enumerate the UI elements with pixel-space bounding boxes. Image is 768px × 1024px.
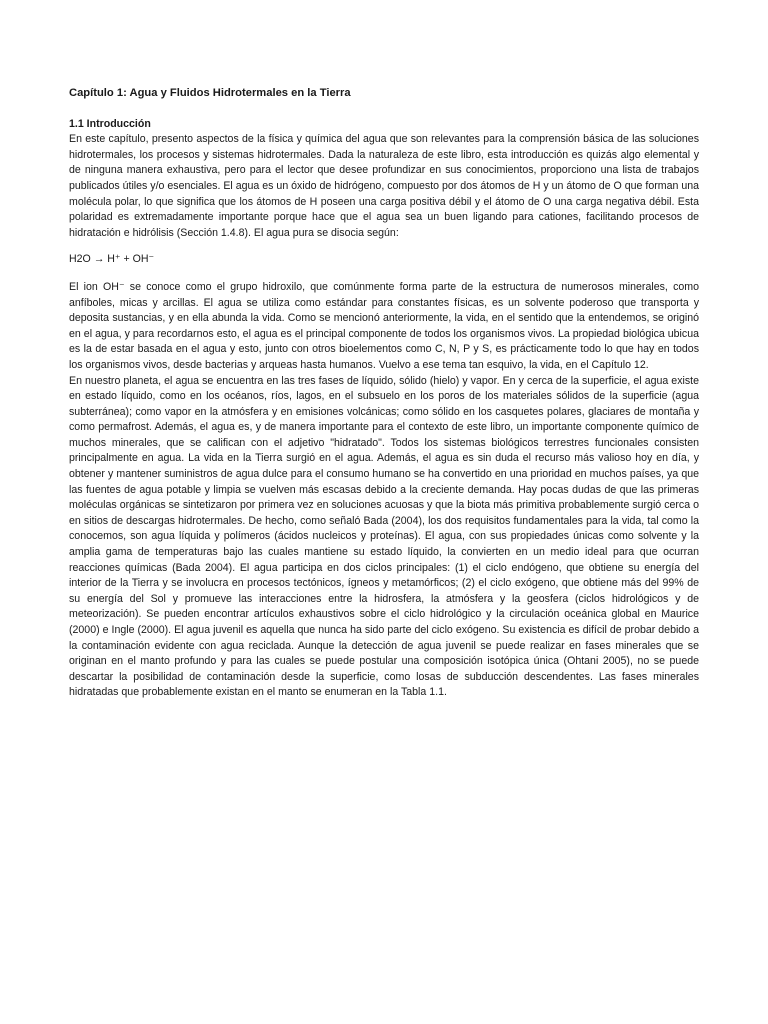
intro-paragraph: En este capítulo, presento aspectos de la física y química del agua que son relevantes para la comprensión básica de las soluciones hidrotermales, los procesos y sistemas hidrotermales. Dada la naturaleza de este libro, esta introducción es quizás algo elemental y de ninguna manera exhaustiva, pero para el lector que desee profundizar en sus conocimientos, proporciono una lista de trabajos publicados útiles y/o esenciales. El agua es un óxido de hidrógeno, compuesto por dos átomos de H y un átomo de O que forman una molécula polar, lo que significa que los átomos de H poseen una carga positiva débil y el átomo de O una carga negativa débil. Esta polaridad es extremadamente importante porque hace que el agua sea un buen ligando para cationes, facilitando procesos de hidratación e hidrólisis (Sección 1.4.8). El agua pura se disocia según:	[69, 133, 699, 239]
chapter-title: Capítulo 1: Agua y Fluidos Hidrotermales en la Tierra	[69, 87, 351, 99]
hydroxyl-paragraph: El ion OH⁻ se conoce como el grupo hidroxilo, que comúnmente forma parte de la estructura de numerosos minerales, como anfíboles, micas y arcillas. El agua se utiliza como estándar para constantes físicas, es un solvente poderoso que transporta y deposita sustancias, y en ella abunda la vida. Como se mencionó anteriormente, la vida, en el sentido que la entendemos, se originó en el agua, y para recordarnos esto, el agua es el principal componente de todos los organismos vivos. La propiedad biológica ubicua es la de estar basada en el agua y esto, junto con otros bioelementos como C, N, P y S, es prácticamente todo lo que hay en todos los organismos vivos, desde bacterias y arqueas hasta humanos. Vuelvo a ese tema tan esquivo, la vida, en el Capítulo 12.	[69, 280, 699, 371]
water-phases-paragraph: En nuestro planeta, el agua se encuentra en las tres fases de líquido, sólido (hielo) y vapor. En y cerca de la superficie, el agua existe en estado líquido, como en los océanos, ríos, lagos, en el subsuelo en los poros de los materiales sólidos de la superficie (agua subterránea); como vapor en la atmósfera y en emisiones volcánicas; como sólido en los casquetes polares, glaciares de montaña y como permafrost. Además, el agua es, y de manera importante para el contexto de este libro, un importante componente químico de muchos minerales, que se califican con el adjetivo "hidratado". Todos los sistemas biológicos terrestres funcionales consisten principalmente en agua. La vida en la Tierra surgió en el agua. Además, el agua es sin duda el recurso más valioso hoy en día, y obtener y mantener suministros de agua dulce para el consumo humano se ha convertido en una prioridad en muchos países, ya que las fuentes de agua potable y limpia se vuelven más escasas debido a la creciente demanda. Hay pocas dudas de que las primeras moléculas orgánicas se sintetizaron por primera vez en soluciones acuosas y que la biota más primitiva probablemente surgió cerca o en sitios de descargas hidrotermales. De hecho, como señaló Bada (2004), los dos requisitos fundamentales para la vida, tal como la conocemos, son agua líquida y polímeros (ácidos nucleicos y proteínas). El agua, con sus propiedades únicas como solvente y la amplia gama de temperaturas bajo las cuales mantiene su estado líquido, la convierten en un medio ideal para que ocurran reacciones químicas (Bada 2004). El agua participa en dos ciclos principales: (1) el ciclo endógeno, que obtiene su energía del interior de la Tierra y se involucra en procesos tectónicos, ígneos y metamórficos; (2) el ciclo exógeno, que obtiene más del 99% de su energía del Sol y promueve las interacciones entre la hidrosfera, la atmósfera y la geosfera (ciclos hidrológicos y de meteorización). Se pueden encontrar artículos exhaustivos sobre el ciclo hidrológico y la circulación oceánica global en Maurice (2000) e Ingle (2000). El agua juvenil es aquella que nunca ha sido parte del ciclo exógeno. Su existencia es difícil de probar debido a la contaminación evidente con agua reciclada. Aunque la detección de agua juvenil se puede realizar en fases minerales que se originan en el manto profundo y para las cuales se puede postular una composición isotópica única (Ohtani 2005), no se puede descartar la posibilidad de contaminación desde la superficie, como losas de subducción descendentes. Las fases minerales hidratadas que probablemente existan en el manto se enumeran en la Tabla 1.1.	[69, 374, 699, 699]
dissociation-equation: H2O → H⁺ + OH⁻	[69, 253, 155, 266]
section-heading: 1.1 Introducción	[69, 117, 151, 130]
document-page	[69, 86, 699, 701]
